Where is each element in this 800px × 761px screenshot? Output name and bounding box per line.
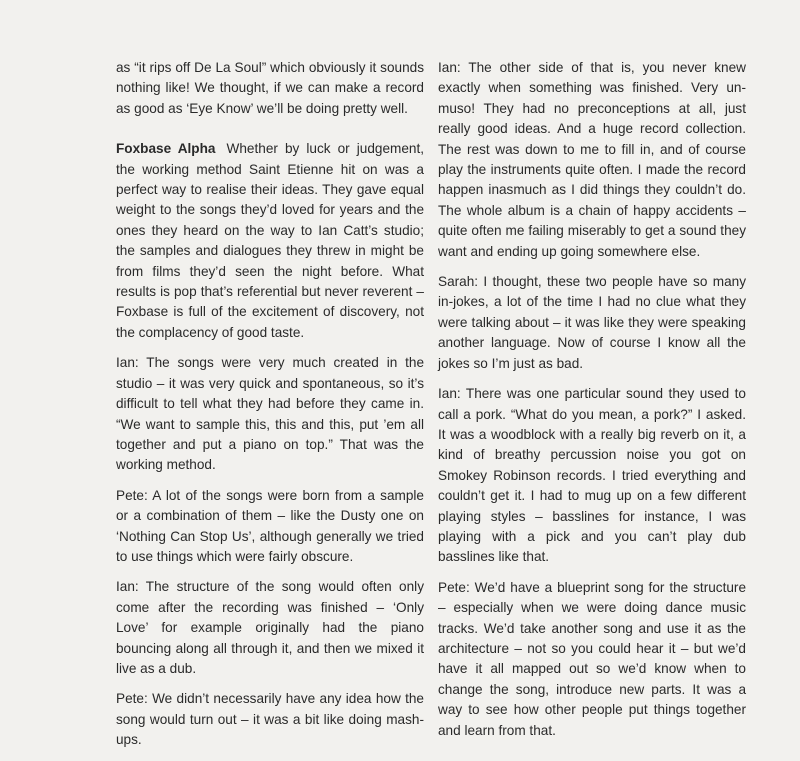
quote-paragraph: Ian: The structure of the song would often only come after the recording was finished – ‘Only Love’ for example originally had the piano bouncing along all through it, and then we mixed it live as a dub. [116, 579, 424, 676]
quote-paragraph: Sarah: I thought, these two people have so many in-jokes, a lot of the time I had no clue what they were talking about – it was like they were speaking another language. Now of course I know all the jokes so I’m just as bad. [438, 274, 746, 371]
section-paragraph [116, 139, 424, 343]
left-column [116, 58, 424, 761]
quote-paragraph: Ian: The other side of that is, you never knew exactly when something was finished. Very un-muso! They had no preconceptions at all, just really good ideas. And a huge record collection. The rest was down to me to fill in, and of course play the instruments quite often. I made the record happen inasmuch as I did things they couldn’t do. The whole album is a chain of happy accidents – quite often me failing miserably to get a sound they want and ending up going somewhere else. [438, 60, 746, 259]
section-text: Whether by luck or judgement, the working method Saint Etienne hit on was a perfect way to realise their ideas. They gave equal weight to the songs they’d loved for years and the ones they heard on the way to Ian Catt’s studio; the samples and dialogues they threw in might be from films they’d seen the night before. What results is pop that’s referential but never reverent – Foxbase is full of the excitement of discovery, not the complacency of good taste. [116, 141, 425, 340]
section-gap [116, 119, 424, 139]
quote-paragraph: Pete: A lot of the songs were born from a sample or a combination of them – like the Dusty one on ‘Nothing Can Stop Us’, although generally we tried to use things which were fairly obscure. [116, 487, 424, 564]
intro-paragraph: as “it rips off De La Soul” which obviously it sounds nothing like! We thought, if we can make a record as good as ‘Eye Know’ we’ll be doing pretty well. [116, 60, 424, 116]
right-column [438, 58, 746, 751]
section-heading: Foxbase Alpha [116, 141, 216, 157]
quote-paragraph: Pete: We didn’t necessarily have any idea how the song would turn out – it was a bit like doing mash-ups. [116, 691, 424, 748]
quote-paragraph: Ian: There was one particular sound they used to call a pork. “What do you mean, a pork?” I asked. It was a woodblock with a really big reverb on it, a kind of breathy percussion noise you got on Smokey Robinson records. I tried everything and couldn’t get it. I had to mug up on a few different playing styles – basslines for instance, I was playing with a pick and you can’t play dub basslines like that. [438, 386, 746, 565]
quote-paragraph: Ian: The songs were very much created in the studio – it was very quick and spontaneous, so it’s difficult to tell what they had before they came in. “We want to sample this, this and this, put ’em all together and put a piano on top.” That was the working method. [116, 355, 424, 473]
quote-paragraph: Pete: We’d have a blueprint song for the structure – especially when we were doing dance music tracks. We’d take another song and use it as the architecture – not so you could hear it – but we’d have it all mapped out so we’d know when to change the song, introduce new parts. It was a way to see how other people put things together and learn from that. [438, 579, 746, 738]
